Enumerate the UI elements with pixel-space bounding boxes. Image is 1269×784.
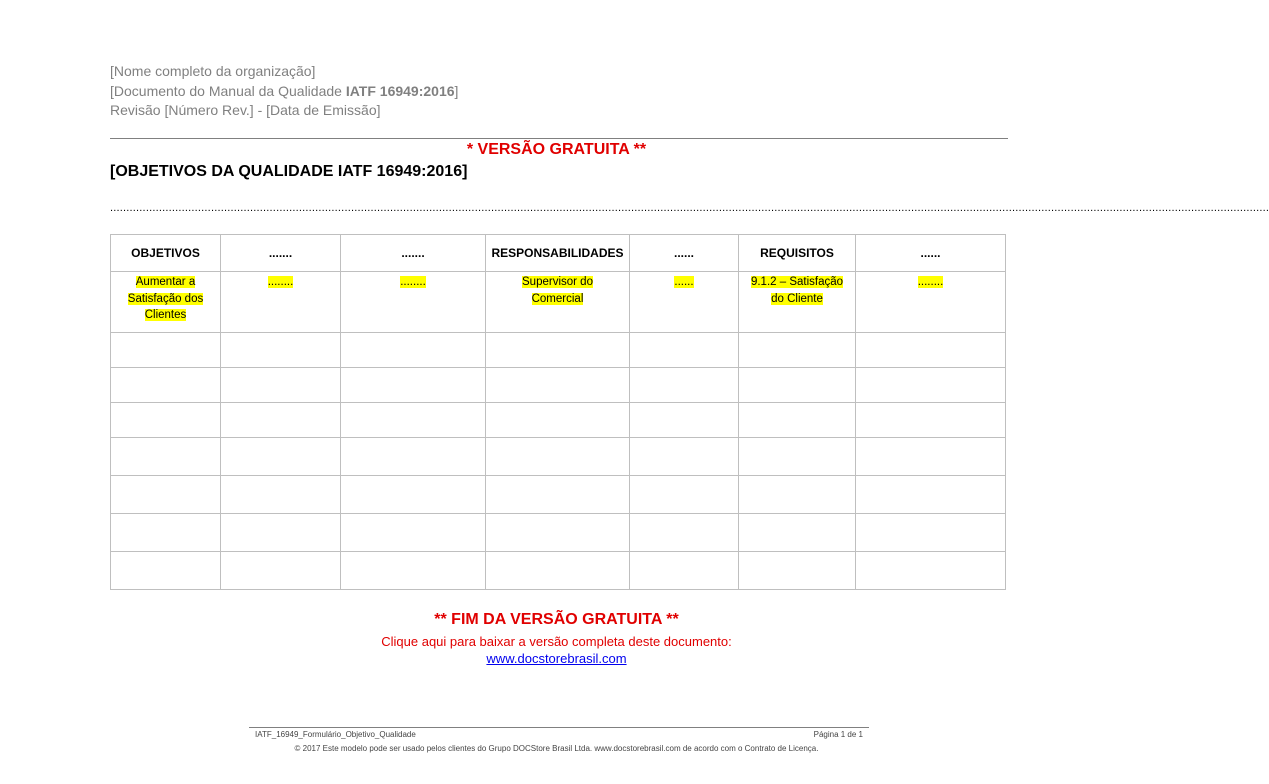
download-prompt[interactable]: Clique aqui para baixar a versão completa deste documento: <box>381 634 732 649</box>
table-cell[interactable] <box>221 403 341 438</box>
doc-prefix: [Documento do Manual da Qualidade <box>110 82 346 99</box>
header-divider <box>110 138 1008 139</box>
end-free-version-title: ** FIM DA VERSÃO GRATUITA ** <box>434 611 679 628</box>
table-cell[interactable] <box>486 403 630 438</box>
col-header: ....... <box>221 235 341 272</box>
revision: Revisão [Número Rev.] - [Data de Emissão] <box>110 102 381 118</box>
page-title: [OBJETIVOS DA QUALIDADE IATF 16949:2016] <box>110 163 468 180</box>
table-cell[interactable] <box>630 403 739 438</box>
doc-suffix: ] <box>454 82 459 99</box>
col-header: OBJETIVOS <box>111 235 221 272</box>
footer-divider <box>249 727 869 728</box>
table-cell[interactable] <box>221 514 341 552</box>
table-cell[interactable] <box>856 368 1006 403</box>
col-header: ...... <box>856 235 1006 272</box>
empty-row <box>111 514 1006 552</box>
table-row <box>111 272 1006 333</box>
table-cell[interactable] <box>341 368 486 403</box>
org-name: [Nome completo da organização] <box>110 63 316 79</box>
document-header <box>110 62 458 121</box>
table-cell[interactable] <box>739 403 856 438</box>
footer-copyright: © 2017 Este modelo pode ser usado pelos clientes do Grupo DOCStore Brasil Ltda. www.docstorebrasil.com de acordo com o Contrato de Licença. <box>294 744 819 753</box>
table-cell[interactable] <box>630 368 739 403</box>
table-cell[interactable] <box>630 438 739 476</box>
table-cell[interactable] <box>111 368 221 403</box>
table-cell[interactable] <box>856 438 1006 476</box>
table-cell[interactable] <box>221 333 341 368</box>
table-cell[interactable] <box>111 552 221 590</box>
table-cell[interactable] <box>856 476 1006 514</box>
empty-row <box>111 476 1006 514</box>
table-cell[interactable] <box>111 438 221 476</box>
table-cell[interactable] <box>486 476 630 514</box>
empty-row <box>111 552 1006 590</box>
empty-row <box>111 438 1006 476</box>
cell-text: ...... <box>674 276 694 288</box>
col-header: RESPONSABILIDADES <box>486 235 630 272</box>
doc-name <box>110 82 458 102</box>
table-cell[interactable] <box>486 514 630 552</box>
table-cell[interactable] <box>341 272 486 333</box>
empty-row <box>111 333 1006 368</box>
table-cell[interactable] <box>111 272 221 333</box>
table-cell[interactable] <box>341 403 486 438</box>
table-cell[interactable] <box>486 333 630 368</box>
table-cell[interactable] <box>856 333 1006 368</box>
dotted-line: .................................................................................................................................................................................................................................................................................................................................................................... <box>110 202 1269 214</box>
table-cell[interactable] <box>739 438 856 476</box>
table-cell[interactable] <box>111 476 221 514</box>
table-cell[interactable] <box>221 476 341 514</box>
table-cell[interactable] <box>739 333 856 368</box>
table-cell[interactable] <box>111 403 221 438</box>
table-cell[interactable] <box>221 438 341 476</box>
col-header: ....... <box>341 235 486 272</box>
table-cell[interactable] <box>221 272 341 333</box>
col-header: ...... <box>630 235 739 272</box>
table-cell[interactable] <box>630 552 739 590</box>
cell-text: ........ <box>917 276 944 288</box>
table-cell[interactable] <box>630 514 739 552</box>
table-cell[interactable] <box>739 476 856 514</box>
table-cell[interactable] <box>221 368 341 403</box>
table-cell[interactable] <box>630 333 739 368</box>
table-header-row <box>111 235 1006 272</box>
table-cell[interactable] <box>341 476 486 514</box>
table-cell[interactable] <box>739 368 856 403</box>
docstore-link[interactable]: www.docstorebrasil.com <box>486 651 627 666</box>
table-cell[interactable] <box>856 514 1006 552</box>
footer-filename: IATF_16949_Formulário_Objetivo_Qualidade <box>255 730 416 739</box>
cell-text: Supervisor do Comercial <box>522 276 593 305</box>
free-version-banner: * VERSÃO GRATUITA ** <box>466 141 647 158</box>
table-cell[interactable] <box>856 272 1006 333</box>
col-header: REQUISITOS <box>739 235 856 272</box>
cell-text: ........ <box>267 276 294 288</box>
table-cell[interactable] <box>341 438 486 476</box>
cell-text: Aumentar a Satisfação dos Clientes <box>127 276 204 321</box>
doc-standard: IATF 16949:2016 <box>345 82 455 99</box>
table-cell[interactable] <box>486 272 630 333</box>
table-cell[interactable] <box>486 552 630 590</box>
table-cell[interactable] <box>739 514 856 552</box>
table-cell[interactable] <box>739 272 856 333</box>
table-cell[interactable] <box>486 438 630 476</box>
table-cell[interactable] <box>111 514 221 552</box>
table-cell[interactable] <box>111 333 221 368</box>
footer-page-number: Página 1 de 1 <box>813 730 863 739</box>
objectives-table <box>110 234 1006 590</box>
table-cell[interactable] <box>341 552 486 590</box>
table-cell[interactable] <box>856 552 1006 590</box>
cell-text: 9.1.2 – Satisfação do Cliente <box>750 276 844 305</box>
cell-text: ........ <box>400 276 426 288</box>
table-cell[interactable] <box>856 403 1006 438</box>
table-cell[interactable] <box>221 552 341 590</box>
table-cell[interactable] <box>630 476 739 514</box>
table-cell[interactable] <box>630 272 739 333</box>
table-cell[interactable] <box>486 368 630 403</box>
table-cell[interactable] <box>739 552 856 590</box>
empty-row <box>111 368 1006 403</box>
empty-row <box>111 403 1006 438</box>
table-cell[interactable] <box>341 333 486 368</box>
table-cell[interactable] <box>341 514 486 552</box>
